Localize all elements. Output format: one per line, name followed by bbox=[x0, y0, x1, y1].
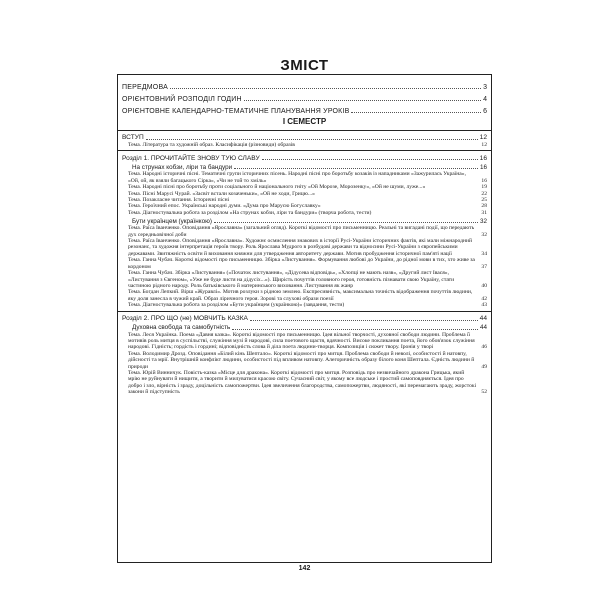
entry-text: Тема. Раїса Іванченко. Оповідання «Ярославна» (загальний огляд). Короткі відомості про письменницю. Реальні та вигадані події, що передають дух середньовічної доби bbox=[128, 225, 475, 238]
entry-text: Тема. Героїчний епос. Українські народні думи. «Дума про Марусю Богуславку» bbox=[128, 203, 321, 210]
entry-page: 46 bbox=[481, 344, 487, 351]
entry-text: Тема. Народні пісні про боротьбу проти соціального й національного гніту «Ой Морозе, Морозенку», «Ой не шуми, луже...» bbox=[128, 184, 426, 191]
toc-entry[interactable] bbox=[118, 210, 491, 216]
toc-item-page: 16 bbox=[479, 164, 487, 172]
toc-entry[interactable] bbox=[118, 142, 491, 148]
entry-page: 40 bbox=[481, 282, 487, 289]
toc-front-item[interactable] bbox=[118, 79, 491, 91]
toc-front-item[interactable] bbox=[118, 103, 491, 115]
table-of-contents bbox=[118, 75, 491, 396]
entry-page: 16 bbox=[481, 177, 487, 184]
toc-item-label: На струнах кобзи, ліри та бандури bbox=[132, 164, 233, 172]
entry-page: 28 bbox=[481, 203, 487, 210]
entry-page: 19 bbox=[481, 184, 487, 191]
entry-page: 34 bbox=[481, 250, 487, 257]
toc-item-label: Розділ 2. ПРО ЩО (не) МОВЧИТЬ КАЗКА bbox=[122, 314, 248, 322]
entry-page: 22 bbox=[481, 190, 487, 197]
toc-entry[interactable] bbox=[118, 238, 491, 257]
toc-subsection[interactable] bbox=[118, 323, 491, 332]
toc-item-label: ОРІЄНТОВНЕ КАЛЕНДАРНО-ТЕМАТИЧНЕ ПЛАНУВАННЯ УРОКІВ bbox=[122, 108, 350, 115]
toc-item-page: 44 bbox=[479, 324, 487, 332]
entry-text: Тема. Богдан Лепкий. Вірш «Журавлі». Мотив розлуки з рідною землею. Експресивність, максимальна точність відображення почуттів людини, яку доля занесла в чужий край. Образ ліричного героя. Зорові та слухові образи поезії bbox=[128, 289, 473, 302]
toc-item-label: ОРІЄНТОВНИЙ РОЗПОДІЛ ГОДИН bbox=[122, 96, 242, 103]
toc-intro[interactable] bbox=[118, 133, 491, 142]
entry-text: Тема. Література та художній образ. Класифікація (різновиди) образів bbox=[128, 142, 295, 148]
entry-page: 43 bbox=[481, 302, 487, 309]
toc-item-page: 32 bbox=[479, 217, 487, 225]
entry-text: Тема. Леся Українка. Поема «Давня казка». Короткі відомості про письменницю. Ідея вільної творчості, духовної свободи людини. Проблема її мотивів роль митця в суспільстві, служіння музі й народові, сила поетового щастя, вдячності. Високе покликання поета, його обов'язок служіння народові. Гідність; гордість і гордині; відповідність слова й діла поета людини-творця. Композиція і сюжет твору. Іронія у творі bbox=[128, 331, 475, 351]
toc-item-label: Духовна свобода та самобутність bbox=[132, 324, 231, 332]
page-number: 142 bbox=[117, 562, 492, 573]
entry-page: 37 bbox=[481, 263, 487, 270]
entry-text: Тема. Ганна Чубач. Короткі відомості про письменницю. Збірка «Листування». Формування любові до України, до рідної мови в тих, хто живе за кордоном bbox=[128, 257, 475, 270]
toc-item-page: 3 bbox=[483, 84, 487, 91]
toc-subsection[interactable] bbox=[118, 216, 491, 225]
entry-text: Тема. Пісні Марусі Чурай. «Засвіт встали козаченьки», «Ой не ходи, Грицю...» bbox=[128, 190, 315, 197]
toc-item-label: ВСТУП bbox=[122, 134, 144, 142]
toc-entry[interactable] bbox=[118, 351, 491, 370]
entry-text: Тема. Народні історичні пісні. Тематичні групи історичних пісень. Народні пісні про боротьбу козаків із нападниками «Зажурилась Україна», «Ой, ой, як взяли багацького Сірка», «Чи не той то хміль» bbox=[128, 171, 466, 184]
document-page bbox=[117, 0, 492, 600]
page-title: ЗМІСТ bbox=[280, 57, 329, 74]
toc-section[interactable] bbox=[118, 314, 491, 323]
toc-item-page: 16 bbox=[479, 154, 487, 162]
toc-entry[interactable] bbox=[118, 270, 491, 289]
semester-heading: І СЕМЕСТР bbox=[282, 117, 327, 126]
entry-page: 32 bbox=[481, 231, 487, 238]
toc-entry[interactable] bbox=[118, 257, 491, 270]
entry-page: 49 bbox=[481, 363, 487, 370]
entry-text: Тема. Діагностувальна робота за розділом «Бути українцем (українкою)» (завдання, тести) bbox=[128, 302, 345, 309]
entry-page: 42 bbox=[481, 295, 487, 302]
entry-text: Тема. Володимир Дрозд. Оповідання «Білий кінь Шептало». Короткі відомості про митця. Проблема свободи й неволі, особистості й натовпу, дійсності та мрії. Внутрішній конфлікт людини, особистості під впливом натовпу. Алегоричність образу білого коня Шептала. Єдність людини й природи bbox=[128, 350, 475, 370]
toc-item-page: 12 bbox=[479, 134, 487, 142]
toc-entry[interactable] bbox=[118, 370, 491, 396]
toc-item-label: Бути українцем (українкою) bbox=[132, 217, 212, 225]
toc-entry[interactable] bbox=[118, 289, 491, 302]
toc-frame bbox=[117, 74, 492, 563]
toc-item-page: 44 bbox=[479, 314, 487, 322]
toc-entry[interactable] bbox=[118, 332, 491, 351]
toc-front-item[interactable] bbox=[118, 91, 491, 103]
toc-entry[interactable] bbox=[118, 171, 491, 184]
toc-entry[interactable] bbox=[118, 302, 491, 308]
entry-text: Тема. Ганна Чубач. Збірка «Листування» («Початок листування», «Дідусева відповідь», «Хлопці не мають назв», «Другий лист Івася», «Листування з Євгеном», «Уже не буде листя на дідусіх...»). Щирість почуттів головного героя, готовність пізнавати свою Україну, стати частиною рідного народу. Роль батьківського й материнського виховання. Листування як жанр bbox=[128, 270, 455, 289]
toc-item-page: 6 bbox=[483, 108, 487, 115]
entry-page: 52 bbox=[481, 389, 487, 396]
entry-text: Тема. Діагностувальна робота за розділом «На струнах кобзи, ліри та бандури» (творча робота, тести) bbox=[128, 209, 372, 216]
entry-page: 12 bbox=[481, 142, 487, 148]
toc-item-label: ПЕРЕДМОВА bbox=[122, 84, 168, 91]
entry-text: Тема. Юрій Винничук. Повість-казка «Місце для дракона». Короткі відомості про митця. Розповідь про незвичайного дракона Грицька, який мрію не руйнувати й нищити, а творити й милуватися красою світу. Сучасний світ, у якому все людське і простий самоповдняється. Ідея про добро і зло, вірність і зраду, доцільність самопожертви. Ідея звеличення благородства, самопожертви, людяності, які перемагають зраду, жорстокі закони й підступність bbox=[128, 369, 477, 396]
toc-item-label: Розділ 1. ПРОЧИТАЙТЕ ЗНОВУ ТУЮ СЛАВУ bbox=[122, 154, 260, 162]
toc-section[interactable] bbox=[118, 153, 491, 162]
toc-item-page: 4 bbox=[483, 96, 487, 103]
entry-text: Тема. Позакласне читання. Історичні пісні bbox=[128, 197, 230, 204]
entry-page: 25 bbox=[481, 197, 487, 204]
entry-text: Тема. Раїса Іванченко. Оповідання «Ярославна». Художнє осмислення знакових в історії Русі-України історичних фактів, які мали міжнародний резонанс, та художня інтерпретація героїв твору. Роль Ярослава Мудрого в розбудові держави та відносини Русі-України з європейськими державами. Звитяжність освіти й виховання княжни для утвердження авторитету держави. Мотив пробудження історичної пам'яті нації bbox=[128, 238, 472, 257]
entry-page: 31 bbox=[481, 209, 487, 216]
toc-entry[interactable] bbox=[118, 225, 491, 238]
